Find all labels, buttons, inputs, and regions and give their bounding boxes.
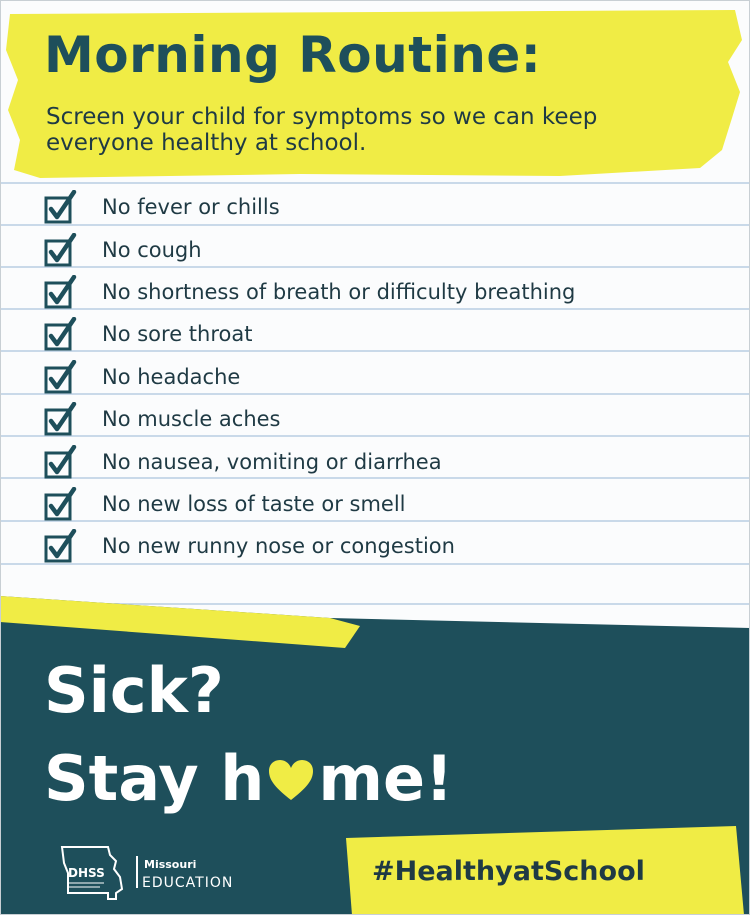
checklist-label: No new runny nose or congestion [102, 534, 455, 559]
svg-text:DHSS: DHSS [68, 866, 105, 880]
checklist-label: No muscle aches [102, 407, 281, 432]
checklist-label: No new loss of taste or smell [102, 491, 406, 516]
page-title: Morning Routine: [44, 26, 542, 84]
checklist-label: No sore throat [102, 322, 253, 347]
slogan-line-1: Sick? [44, 654, 224, 727]
page-subtitle: Screen your child for symptoms so we can keep everyone healthy at school. [46, 104, 598, 156]
education-logo-name: EDUCATION [142, 875, 234, 891]
missouri-dhss-logo [58, 843, 128, 901]
checklist-label: No fever or chills [102, 195, 280, 220]
checklist-label: No cough [102, 237, 202, 262]
education-logo-state: Missouri [144, 858, 197, 871]
hashtag-text: #HealthyatSchool [372, 856, 645, 887]
checklist-label: No headache [102, 364, 241, 389]
slogan-line-2-start: Stay h [44, 742, 265, 815]
checklist-label: No nausea, vomiting or diarrhea [102, 449, 442, 474]
slogan-line-2-end: me! [318, 742, 454, 815]
missouri-education-logo [130, 852, 250, 892]
checklist-label: No shortness of breath or difficulty breathing [102, 279, 576, 304]
